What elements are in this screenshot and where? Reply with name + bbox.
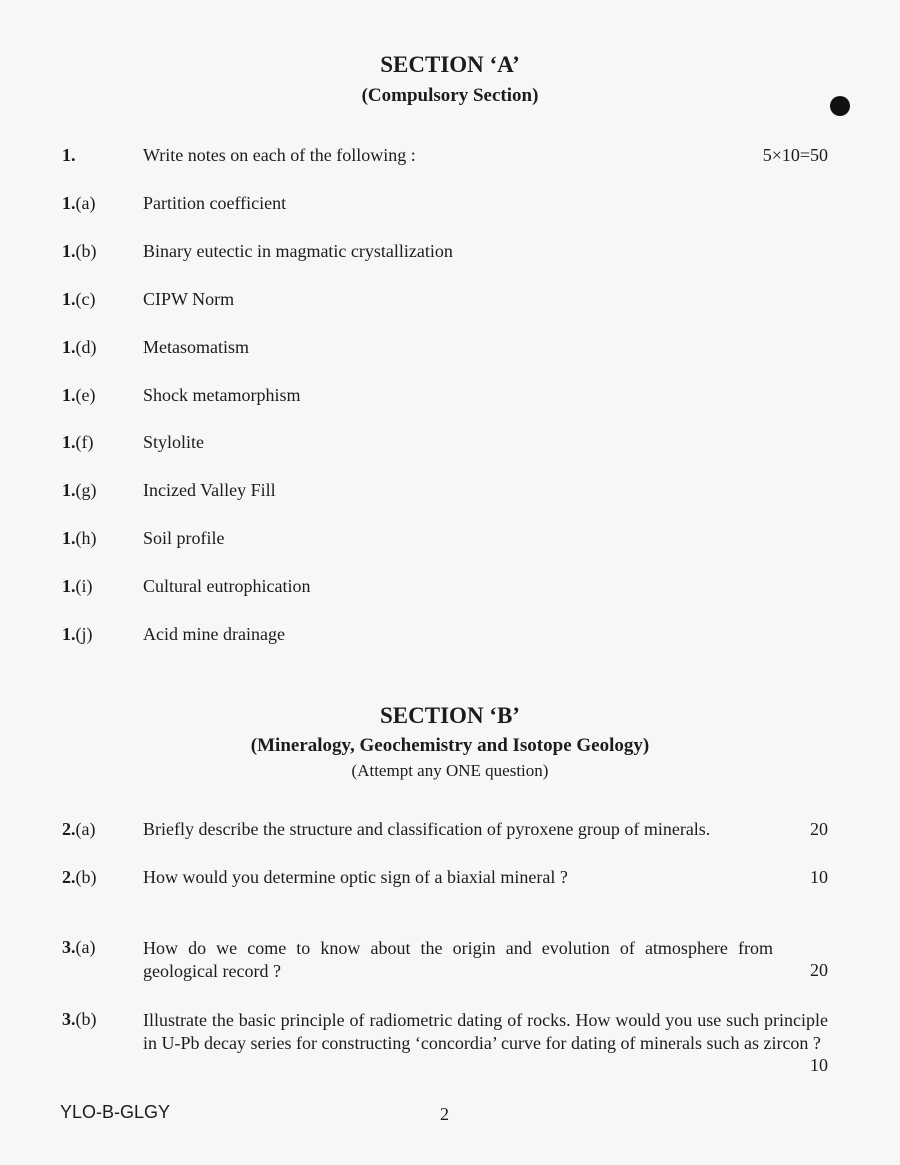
- question-text: Acid mine drainage: [143, 624, 285, 644]
- question-text: Soil profile: [143, 528, 225, 548]
- section-b-subtitle: (Mineralogy, Geochemistry and Isotope Geology): [250, 735, 650, 756]
- question-number: 1.(i): [62, 576, 93, 596]
- question-marks: 5×10=50: [762, 145, 828, 165]
- question-text: Cultural eutrophication: [143, 576, 311, 596]
- question-number: 3.(b): [62, 1009, 97, 1029]
- question-number: 1.(e): [62, 385, 96, 405]
- question-number: 1.(f): [62, 432, 94, 452]
- section-b-instruction: (Attempt any ONE question): [351, 761, 549, 780]
- question-text: How would you determine optic sign of a biaxial mineral ?: [143, 867, 568, 887]
- ink-dot: [830, 96, 850, 116]
- page-number: 2: [440, 1104, 449, 1124]
- question-text: Partition coefficient: [143, 193, 287, 213]
- section-a-title: SECTION ‘A’: [380, 52, 520, 77]
- question-text: Binary eutectic in magmatic crystallization: [143, 241, 453, 261]
- question-marks: 20: [810, 819, 828, 839]
- question-text: Briefly describe the structure and classification of pyroxene group of minerals.: [143, 819, 711, 839]
- question-text: Illustrate the basic principle of radiometric dating of rocks. How would you use such principle in U-Pb decay series for constructing ‘concordia’ curve for dating of minerals such as zircon ?: [143, 1010, 828, 1053]
- section-b-title: SECTION ‘B’: [380, 703, 520, 728]
- question-text: Shock metamorphism: [143, 385, 301, 405]
- question-number: 1.: [62, 145, 76, 165]
- question-text: Metasomatism: [143, 337, 249, 357]
- question-text: How do we come to know about the origin and evolution of atmosphere from geological record ?: [143, 938, 773, 981]
- section-a-subtitle: (Compulsory Section): [361, 85, 539, 106]
- paper-code: YLO-B-GLGY: [60, 1102, 171, 1122]
- question-number: 1.(a): [62, 193, 96, 213]
- question-number: 1.(j): [62, 624, 93, 644]
- question-marks: 10: [810, 1055, 828, 1075]
- question-text: Incized Valley Fill: [143, 480, 276, 500]
- question-number: 2.(a): [62, 819, 96, 839]
- question-number: 1.(b): [62, 241, 97, 261]
- question-number: 1.(c): [62, 289, 96, 309]
- question-text: Write notes on each of the following :: [143, 145, 416, 165]
- question-marks: 10: [810, 867, 828, 887]
- question-number: 1.(h): [62, 528, 97, 548]
- question-number: 1.(d): [62, 337, 97, 357]
- question-number: 1.(g): [62, 480, 97, 500]
- question-text: CIPW Norm: [143, 289, 235, 309]
- question-text: Stylolite: [143, 432, 205, 452]
- question-number: 3.(a): [62, 937, 96, 957]
- question-marks: 20: [810, 960, 828, 980]
- question-number: 2.(b): [62, 867, 97, 887]
